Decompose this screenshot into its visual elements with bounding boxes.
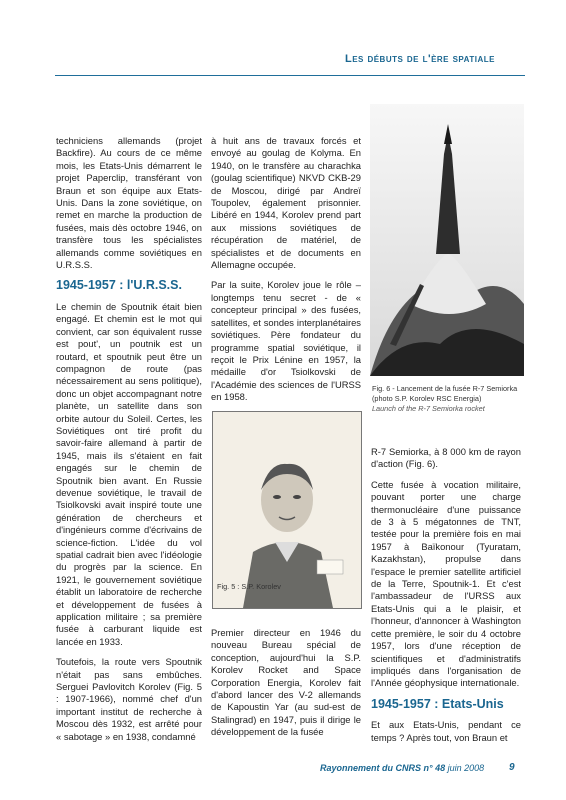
text-column-1	[56, 135, 202, 751]
header-rule	[55, 75, 525, 76]
figure-6-caption-fr: Fig. 6 - Lancement de la fusée R-7 Semiorka (photo S.P. Korolev RSC Energia)	[372, 384, 518, 403]
paragraph: R-7 Semiorka, à 8 000 km de rayon d'action (Fig. 6).	[371, 446, 521, 470]
paragraph: Cette fusée à vocation militaire, pouvant porter une charge thermonucléaire d'une puissance de 3 à 5 mégatonnes de TNT, testée pour la première fois en mai 1957 à Baïkonour (Tyuratam, Kazakhstan), propulse dans l'espace le premier satellite artificiel de la Terre, Spoutnik-1. Et c'est l'ambassadeur de l'URSS aux Etats-Unis qui a le plaisir, et l'honneur, d'annoncer à Washington cette première, le soir du 4 octobre 1957, lors d'une réception de scientifiques et d'administratifs impliqués dans l'organisation de l'Année géophysique internationale.	[371, 478, 521, 689]
running-header: Les débuts de l'ère spatiale	[345, 53, 495, 65]
text-column-3	[371, 446, 521, 752]
korolev-portrait-photo	[212, 411, 362, 609]
journal-name: Rayonnement du CNRS n° 48	[320, 763, 446, 773]
portrait-illustration	[213, 412, 361, 608]
paragraph: techniciens allemands (projet Backfire). Au cours de ce même mois, les Etats-Unis démarrent le projet Paperclip, transférant von Braun et son équipe aux Etats-Unis. Dans la zone soviétique, on remet en marche la production de fusées, mais dès octobre 1946, on transfère tous les spécialistes allemands comme soviétiques en U.R.S.S.	[56, 135, 202, 271]
paragraph: Toutefois, la route vers Spoutnik n'était pas sans embûches. Serguei Pavlovitch Korolev (Fig. 5 : 1907-1966), nommé chef d'un important institut de recherche à Moscou dès 1932, est arrêté pour « sabotage » en 1938, condamné	[56, 656, 202, 742]
figure-6-caption-en: Launch of the R-7 Semiorka rocket	[372, 404, 485, 413]
page-number: 9	[509, 762, 515, 773]
rocket-launch-illustration	[370, 104, 524, 376]
paragraph: Premier directeur en 1946 du nouveau Bureau spécial de conception, aujourd'hui la S.P. Korolev Rocket and Space Corporation Energia, Korolev fait d'abord lancer des V-2 allemands de Kapoustin Yar (au sud-est de Stalingrad) en 1947, puis il dirige le développement de la fusée	[211, 627, 361, 738]
paragraph: Par la suite, Korolev joue le rôle – longtemps tenu secret - de « concepteur principal » des fusées, satellites, et sondes interplanétaires soviétiques. Père fondateur du programme spatial soviétique, il reçoit le Prix Lénine en 1957, la médaille d'or Tsiolkovski de l'Académie des sciences de l'URSS en 1958.	[211, 279, 361, 403]
section-heading-urss: 1945-1957 : l'U.R.S.S.	[56, 278, 182, 293]
rocket-launch-photo	[370, 104, 524, 376]
paragraph: Le chemin de Spoutnik était bien engagé. Et chemin est le mot qui convient, car son équivalent russe est pout', un poutnik est un routard, et spoutnik peut être un compagnon de route (pas nécessairement au sens politique), donc un objet accompagnant notre planète, un satellite dans son orbite autour du Soleil. Certes, les Soviétiques ont tiré profit du savoir-faire allemand à partir de 1945, mais ils s'étaient en fait engagés sur le chemin de Spoutnik bien avant. En Russie devenue soviétique, le travail de Tsiolkovski avait inspiré toute une génération de chercheurs et d'ingénieurs comme d'écrivains de science-fiction. L'idée du vol spatial cadrait bien avec l'idéologie du progrès par la science. En 1921, le gouvernement soviétique établit un laboratoire de recherche et développement de fusées à application militaire ; sa première fusée à carburant liquide est lancée en 1933.	[56, 300, 202, 647]
journal-date: juin 2008	[447, 763, 485, 773]
text-column-2	[211, 135, 361, 412]
paragraph: Et aux Etats-Unis, pendant ce temps ? Après tout, von Braun et	[371, 719, 521, 743]
figure-5-caption: Fig. 5 : S.P. Korolev	[217, 582, 281, 591]
paragraph: à huit ans de travaux forcés et envoyé au goulag de Kolyma. En 1940, on le transfère au charachka (goulag scientifique) NKVD CKB-29 de Moscou, dirigé par Andreï Toupolev, également prisonnier. Libéré en 1944, Korolev prend part aux missions soviétiques de récupération de matériel, de spécialistes et de documents en Allemagne occupée.	[211, 135, 361, 271]
section-heading-usa: 1945-1957 : Etats-Unis	[371, 696, 504, 711]
footer-journal	[320, 763, 484, 773]
text-column-2-bottom	[211, 627, 361, 747]
figure-6-caption	[372, 384, 524, 414]
